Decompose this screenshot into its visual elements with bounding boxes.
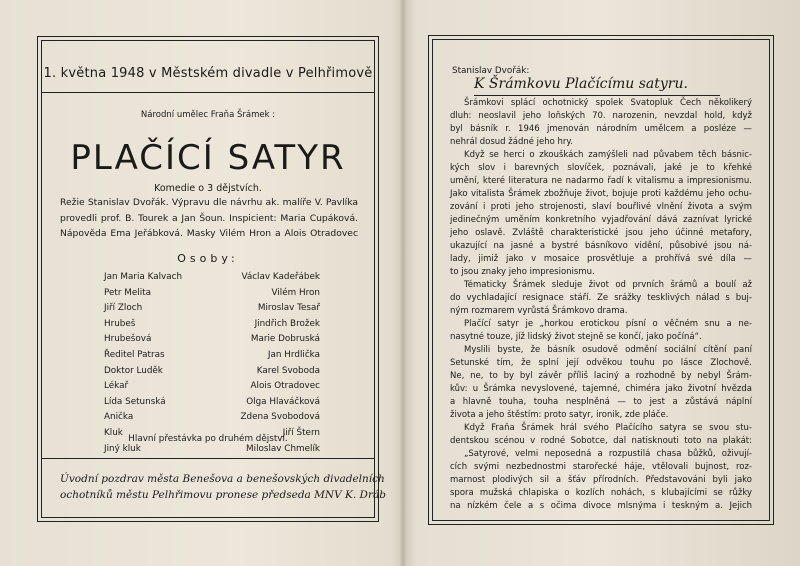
article-author: Stanislav Dvořák: — [452, 66, 530, 76]
article-line: a hlavně touha, touha nesplněná — to jest a zůstává náplní — [450, 397, 752, 407]
actor-name: Zdena Svobodová — [240, 412, 320, 423]
article-line: zování i proti jeho strojenosti, slaví bouřlivé vlnění života a svým — [450, 202, 752, 212]
actor-name: Jindřich Brožek — [254, 318, 320, 329]
center-fold — [400, 0, 406, 566]
article-line: kých slov i barevných slovíček, poznávali, jaké je to křehké — [450, 163, 752, 173]
greeting-rule — [42, 458, 374, 459]
article-line: dentskou scénou v rodné Sobotce, dal natisknouti toto na plakát: — [450, 436, 752, 446]
article-line: dluh: neoslavil jeho loňských 70. narozenin, nevzdal hold, když — [450, 111, 752, 121]
article-line: kův: u Šrámka nevyslovené, tajemné, chiméra jako životní hvězda — [450, 384, 752, 394]
article-line: života a jeho štěstím: proto satyr, ironik, zde pláče. — [450, 410, 669, 420]
actor-name: Karel Svoboda — [256, 365, 320, 376]
play-title: PLAČÍCÍ SATYR — [70, 138, 346, 178]
article-line: spora mužská chlapiska o kozlích nohách, s klubajícími se růžky — [450, 488, 752, 498]
article-body — [450, 97, 752, 513]
title-underline — [474, 95, 720, 96]
actor-name: Jan Hrdlička — [267, 349, 320, 360]
article-line: cích svými nezbednostmi starořecké háje, vtělovali bujnost, roz- — [450, 462, 752, 472]
actor-name: Miloslav Chmelík — [246, 443, 320, 454]
role-name: Kluk — [104, 427, 123, 438]
article-line: Jako vitalista Šrámek zbožňuje život, bojuje proti každému jeho ochu- — [450, 189, 752, 199]
actor-name: Vilém Hron — [271, 287, 320, 298]
greeting-line: ochotníků městu Pelhřimovu pronese předseda MNV K. Dráb — [60, 489, 386, 501]
article-line: Když se herci o zkouškách zamýšleli nad půvabem těch básnic- — [464, 150, 752, 160]
article-line: jedinečným uměním konkretního vyjadřování dává zaznívat lyrické — [450, 215, 752, 225]
role-name: Hrubeš — [104, 318, 136, 329]
article-title: K Šrámkovu Plačícímu satyru. — [474, 76, 688, 92]
actor-name: Miroslav Tesař — [257, 303, 320, 314]
article-line: ným rozmarem vyrůstá Šrámkovo drama. — [450, 306, 628, 316]
article-line: Když Fraňa Šrámek hrál svého Plačícího satyra se svou stu- — [464, 423, 752, 433]
article-line: lady, jimiž jako v mosaice prosvětluje a prohřívá své díla — — [450, 254, 752, 264]
article-line: umění, které literatura ne nadarmo řadí k vitalismu a impresionismu. — [450, 176, 752, 186]
role-name: Doktor Luděk — [104, 365, 163, 376]
article-line: Šrámkovi splácí ochotnický spolek Svatopluk Čech několikerý — [464, 98, 752, 108]
article-line: nehrál dosud žádné jeho hry. — [450, 137, 573, 147]
performance-date-venue: 1. května 1948 v Městském divadle v Pelhřimově — [43, 66, 373, 81]
actor-name: Marie Dobruská — [250, 334, 320, 345]
author-credit: Národní umělec Fraňa Šrámek : — [140, 110, 276, 120]
greeting-line: Úvodní pozdrav města Benešova a benešovských divadelních — [60, 473, 385, 485]
role-name: Jan Maria Kalvach — [104, 272, 183, 282]
article-line: marnost plodivých sil a šťáv přírodních. Představováni byli jako — [450, 475, 752, 485]
article-line: Plačící satyr je „horkou erotickou písní o věčném snu a ne- — [464, 319, 752, 329]
article-line: to jsou znaky jeho impresionismu. — [450, 267, 595, 277]
role-name: Lída Setunská — [104, 396, 166, 407]
header-rule — [42, 92, 374, 93]
role-name: Petr Melita — [104, 287, 151, 298]
greeting-note — [60, 471, 386, 503]
article-line: jeho oslavě. Zvláště charakteristické jsou jeho účinné metafory, — [450, 228, 752, 238]
article-line: nasytné touze, jíž lidský život stejně se končí, jako počíná“. — [450, 332, 702, 342]
cast-actors — [214, 270, 320, 457]
intermission-note: Hlavní přestávka po druhém dějství. — [128, 434, 288, 444]
actor-name: Olga Hlaváčková — [246, 396, 320, 407]
actor-name: Václav Kadeřábek — [241, 272, 320, 282]
role-name: Jiří Zloch — [104, 303, 143, 314]
article-line: Setunské tím, že splní její odvěkou touhu po lásce Zlochově. — [450, 358, 752, 368]
article-line: Ne, ne, to by byl závěr příliš laciný a rozhodně by nebyl Šrám- — [450, 371, 752, 381]
article-line: ukazující na jasné a bystré básníkovo vidění, působivé jsou ná- — [450, 241, 752, 251]
role-name: Ředitel Patras — [104, 349, 165, 360]
article-line: Tématicky Šrámek sleduje život od prvních šrámů a boulí až — [464, 280, 752, 290]
article-line: „Satyrové, velmi neposedná a rozpustilá chasa bůžků, oživují- — [464, 449, 752, 459]
role-name: Hrubešová — [104, 334, 152, 345]
role-name: Anička — [104, 412, 134, 423]
article-line: byl básník r. 1946 jmenován národním umělcem a posléze — — [450, 124, 752, 134]
role-name: Lékař — [104, 381, 129, 392]
cast-heading: Osoby: — [177, 252, 239, 265]
credits-line: Režie Stanislav Dvořák. Výpravu dle návrhu ak. malíře V. Pavlíka — [60, 197, 358, 208]
article-line: na nízkém čele a s očima divoce mlsnýma i teskným a. Jejich — [450, 501, 752, 511]
actor-name: Alois Otradovec — [250, 381, 320, 392]
cast-roles — [104, 270, 224, 457]
article-line: Myslili byste, že básník osudově odmění sociální cítění paní — [464, 345, 752, 355]
production-credits — [60, 195, 358, 242]
article-line: do vychladající resignace stáří. Ze srážky tesklivých nálad s buj- — [450, 293, 752, 303]
credits-line: Nápověda Ema Jeřábková. Masky Vilém Hron a Alois Otradovec — [60, 228, 358, 239]
play-genre: Komedie o 3 dějstvích. — [154, 183, 262, 194]
role-name: Jiný kluk — [104, 443, 141, 454]
actor-name: Jiří Štern — [282, 427, 320, 438]
credits-line: provedli prof. B. Tourek a Jan Šoun. Inspicient: Maria Cupáková. — [60, 212, 358, 224]
